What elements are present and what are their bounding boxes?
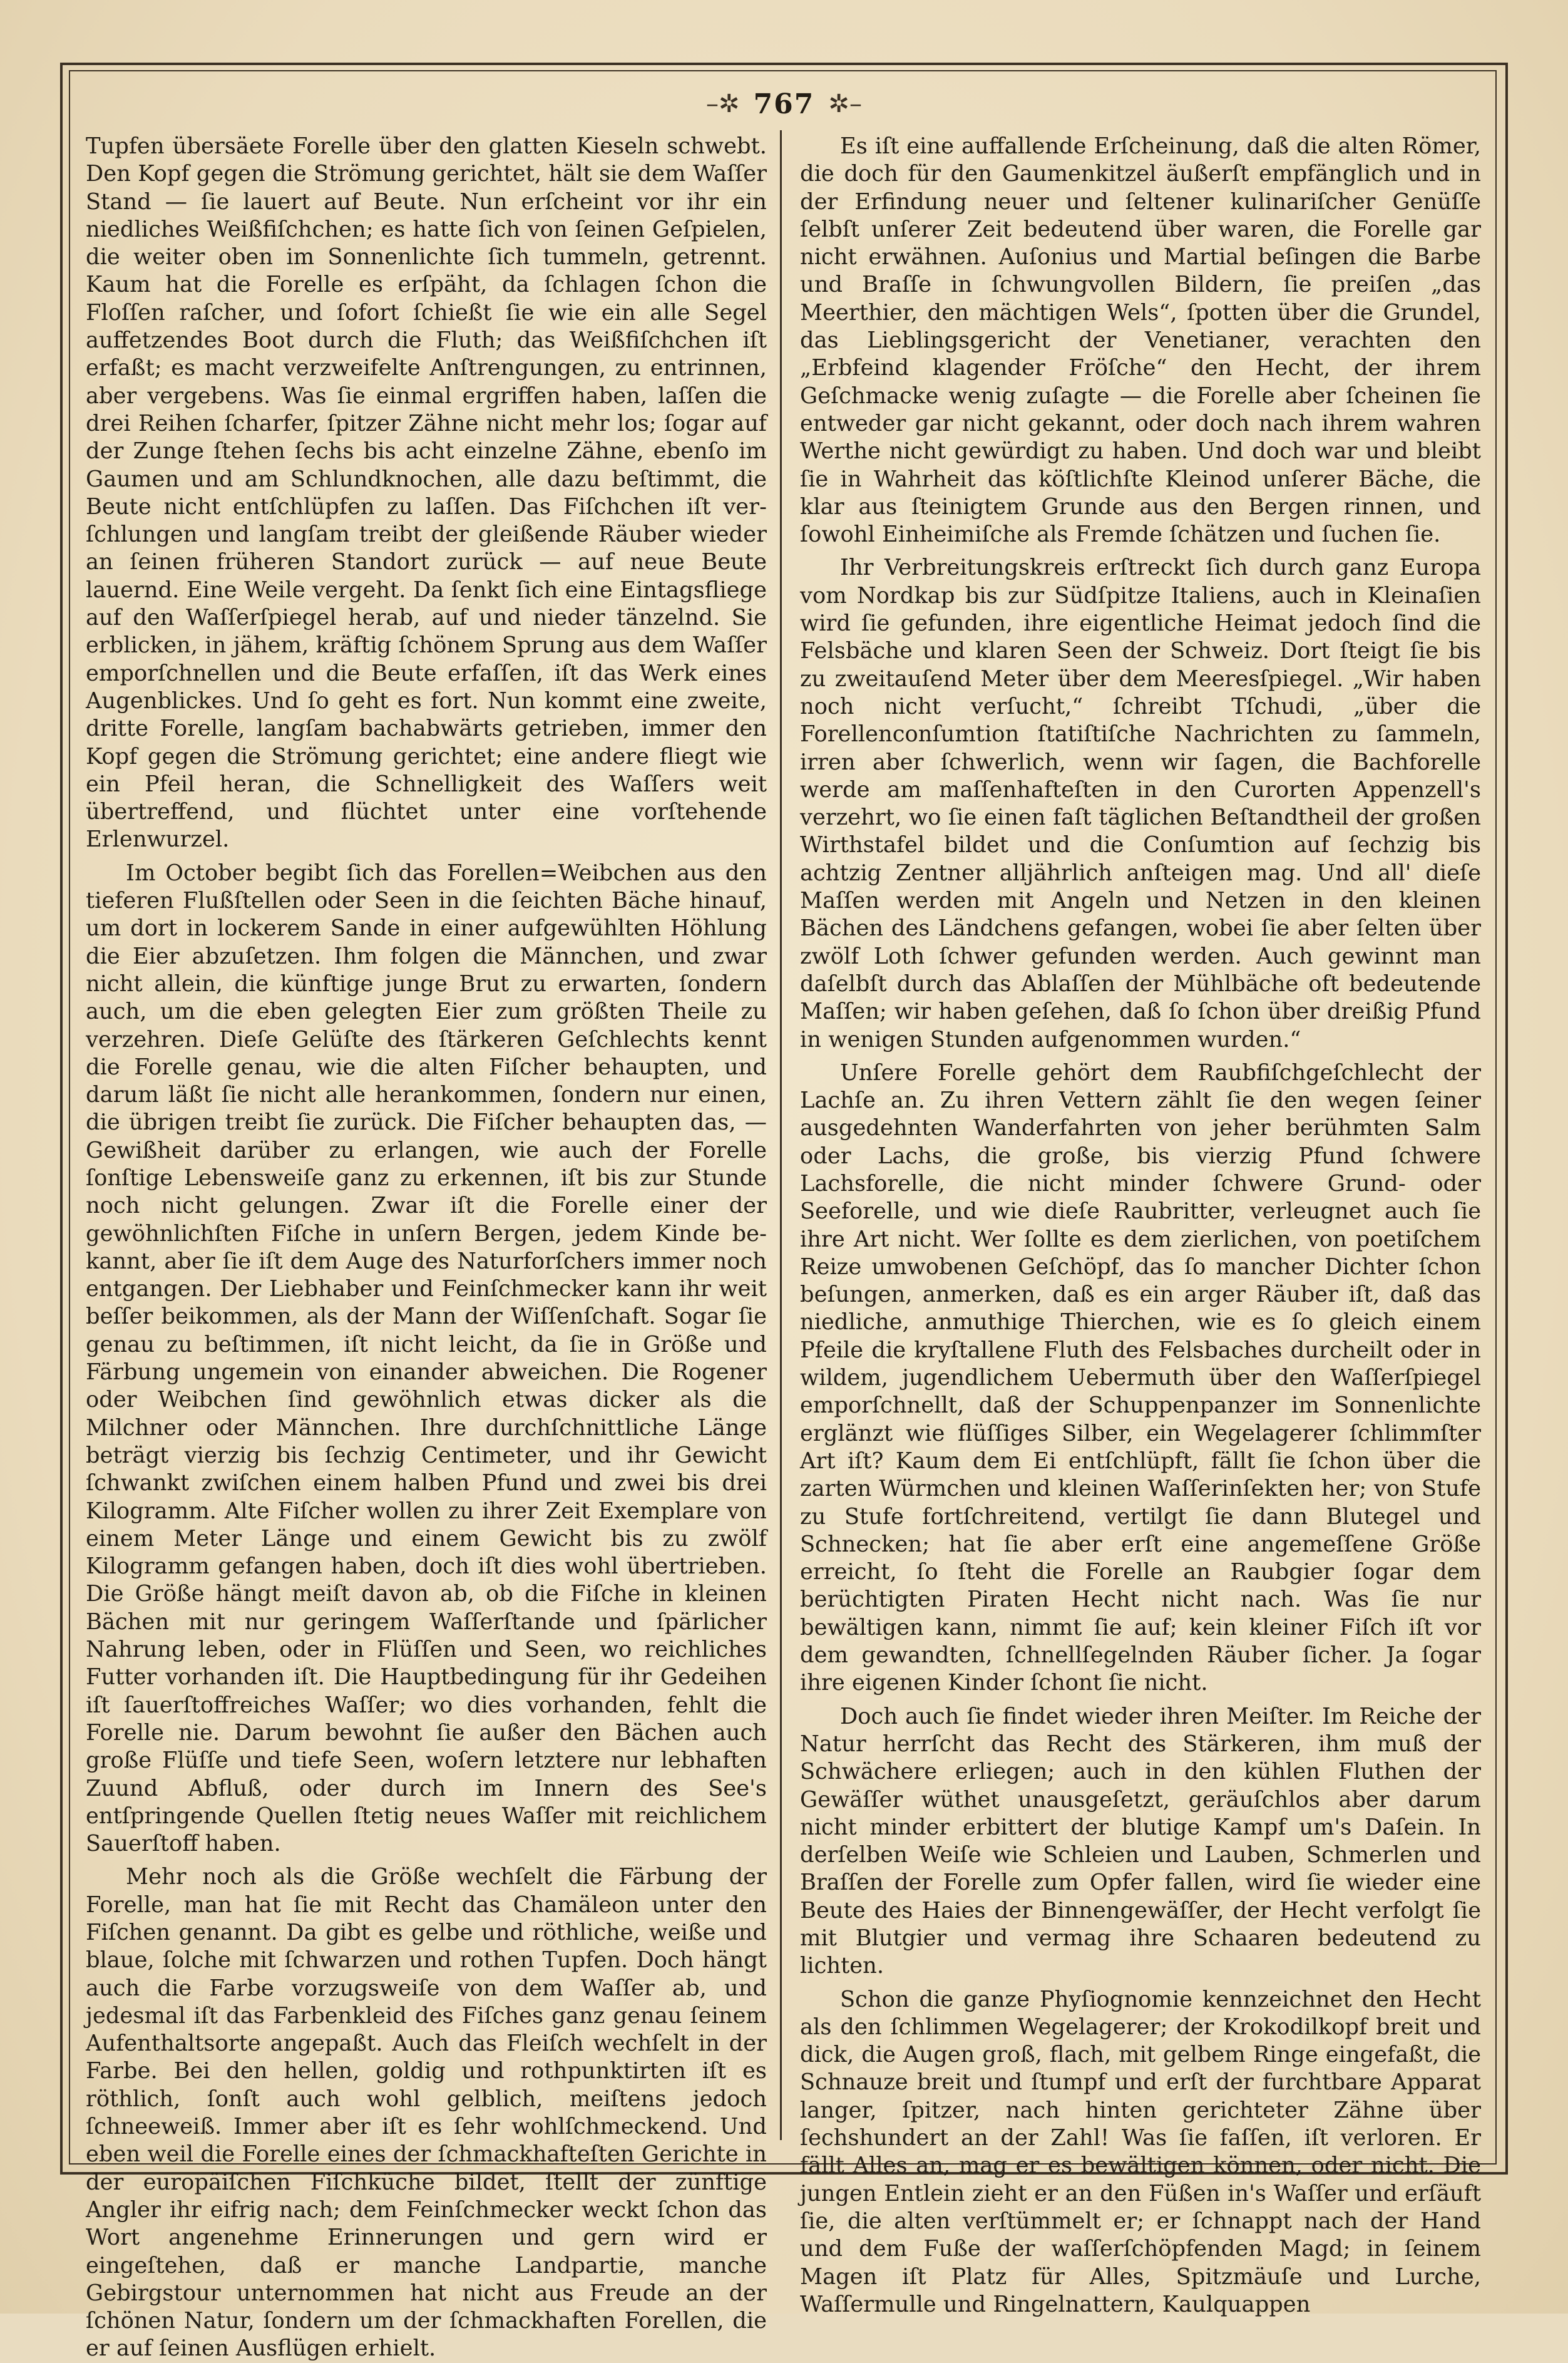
- paragraph: Ihr Verbreitungskreis erſtreckt ſich durch ganz Europa vom Nordkap bis zur Südſpitze Italiens, auch in Kleinaſien wird ſie gefunden, ihre eigentliche Heimat jedoch ſind die Felsbäche und klaren Seen der Schweiz. Dort ſteigt ſie bis zu zweitauſend Meter über dem Meeresſpiegel. „Wir haben noch nicht verſucht,“ ſchreibt Tſchudi, „über die Forellenconſumtion ſtatiſtiſche Nachrichten zu ſammeln, irren aber ſchwerlich, wenn wir ſagen, die Bachforelle werde am maſſenhafteſten in den Curorten Appenzell's verzehrt, wo ſie einen faſt täglichen Beſtandtheil der großen Wirthstafel bildet und die Conſumtion auf ſechzig bis achtzig Zentner alljährlich anſteigen mag. Und all' dieſe Maſſen werden mit Angeln und Netzen in den kleinen Bächen des Ländchens gefangen, wobei ſie aber ſelten über zwölf Loth ſchwer gefunden werden. Auch gewinnt man daſelbſt durch das Ablaſſen der Mühlbäche oft bedeutende Maſſen; wir haben geſehen, daß ſo ſchon über dreißig Pfund in wenigen Stunden aufgenommen wurden.“: [800, 555, 1481, 1053]
- page-header: [0, 85, 1568, 123]
- paragraph: Im October begibt ſich das Forellen=Weibchen aus den tieferen Flußſtellen oder Seen in die ſeichten Bäche hinauf, um dort in lockerem Sande in einer aufgewühlten Höhlung die Eier abzuſetzen. Ihm folgen die Männchen, und zwar nicht allein, die künftige junge Brut zu erwarten, ſondern auch, um die eben gelegten Eier zum größten Theile zu verzehren. Dieſe Gelüſte des ſtärkeren Geſchlechts kennt die Forelle genau, wie die alten Fiſcher behaupten, und darum läßt ſie nicht alle herankommen, ſondern nur einen, die übrigen treibt ſie zurück. Die Fiſcher behaupten das, — Gewißheit darüber zu erlangen, wie auch der Forelle ſonſtige Lebensweiſe ganz zu erkennen, iſt bis zur Stunde noch nicht gelungen. Zwar iſt die Forelle einer der gewöhnlichſten Fiſche in unſern Bergen, jedem Kinde bekannt, aber ſie iſt dem Auge des Naturforſchers immer noch entgangen. Der Liebhaber und Feinſchmecker kann ihr weit beſſer beikommen, als der Mann der Wiſſenſchaft. Sogar ſie genau zu beſtimmen, iſt nicht leicht, da ſie in Größe und Färbung ungemein von einander abweichen. Die Rogener oder Weibchen ſind gewöhnlich etwas dicker als die Milchner oder Männchen. Ihre durchſchnittliche Länge beträgt vierzig bis ſechzig Centimeter, und ihr Gewicht ſchwankt zwiſchen einem halben Pfund und zwei bis drei Kilogramm. Alte Fiſcher wollen zu ihrer Zeit Exemplare von einem Meter Länge und einem Gewicht bis zu zwölf Kilogramm gefangen haben, doch iſt dies wohl übertrieben. Die Größe hängt meiſt davon ab, ob die Fiſche in kleinen Bächen mit nur geringem Waſſerſtande und ſpärlicher Nahrung leben, oder in Flüſſen und Seen, wo reichliches Futter vorhanden iſt. Die Hauptbedingung für ihr Gedeihen iſt ſauerſtoffreiches Waſſer; wo dies vorhanden, fehlt die Forelle nie. Darum bewohnt ſie außer den Bächen auch große Flüſſe und tiefe Seen, woſern letztere nur lebhaften Zuund Abfluß, oder durch im Innern des See's entſpringende Quellen ſtetig neues Waſſer mit reichlichem Sauerſtoff haben.: [86, 860, 767, 1857]
- paragraph: Tupfen übersäete Forelle über den glatten Kieseln schwebt. Den Kopf gegen die Strömung gerichtet, hält sie dem Waſſer Stand — ſie lauert auf Beute. Nun erſcheint vor ihr ein niedliches Weißfiſchchen; es hatte ſich von ſeinen Geſpielen, die weiter oben im Sonnenlichte ſich tummeln, getrennt. Kaum hat die Forelle es erſpäht, da ſchlagen ſchon die Floſſen raſcher, und ſofort ſchießt ſie wie ein alle Segel auffetzendes Boot durch die Fluth; das Weißfiſchchen iſt erfaßt; es macht verzweifelte Anſtrengungen, zu entrinnen, aber vergebens. Was ſie einmal ergriffen haben, laſſen die drei Reihen ſcharfer, ſpitzer Zähne nicht mehr los; ſogar auf der Zunge ſtehen ſechs bis acht einzelne Zähne, ebenſo im Gaumen und am Schlundknochen, alle dazu beſtimmt, die Beute nicht entſchlüpfen zu laſſen. Das Fiſchchen iſt verſchlungen und langſam treibt der gleißende Räuber wieder an ſeinen früheren Standort zurück — auf neue Beute lauernd. Eine Weile vergeht. Da ſenkt ſich eine Eintagsfliege auf den Waſſerſpiegel herab, auf und nieder tänzelnd. Sie erblicken, in jähem, kräftig ſchönem Sprung aus dem Waſſer emporſchnellen und die Beute erfaſſen, iſt das Werk eines Augenblickes. Und ſo geht es fort. Nun kommt eine zweite, dritte Forelle, langſam bachabwärts getrieben, immer den Kopf gegen die Strömung gerichtet; eine andere fliegt wie ein Pfeil heran, die Schnelligkeit des Waſſers weit übertreffend, und flüchtet unter eine vorſtehende Erlenwurzel.: [86, 133, 767, 853]
- paragraph: Mehr noch als die Größe wechſelt die Färbung der Forelle, man hat ſie mit Recht das Chamäleon unter den Fiſchen genannt. Da gibt es gelbe und röthliche, weiße und blaue, ſolche mit ſchwarzen und rothen Tupfen. Doch hängt auch die Farbe vorzugsweiſe von dem Waſſer ab, und jedesmal iſt das Farbenkleid des Fiſches ganz genau ſeinem Aufenthaltsorte angepaßt. Auch das Fleiſch wechſelt in der Farbe. Bei den hellen, goldig und rothpunktirten iſt es röthlich, ſonſt auch wohl gelblich, meiſtens jedoch ſchneeweiß. Immer aber iſt es ſehr wohlſchmeckend. Und eben weil die Forelle eines der ſchmackhafteſten Gerichte in der europäiſchen Fiſchküche bildet, ſtellt der zünftige Angler ihr eifrig nach; dem Feinſchmecker weckt ſchon das Wort angenehme Erinnerungen und gern wird er eingeſtehen, daß er manche Landpartie, manche Gebirgstour unternommen hat nicht aus Freude an der ſchönen Natur, ſondern um der ſchmackhaften Forellen, die er auf ſeinen Ausflügen erhielt.: [86, 1864, 767, 2362]
- column-divider: [780, 130, 782, 2140]
- paragraph: Schon die ganze Phyſiognomie kennzeichnet den Hecht als den ſchlimmen Wegelagerer; der Krokodilkopf breit und dick, die Augen groß, flach, mit gelbem Ringe eingefaßt, die Schnauze breit und ſtumpf und erſt der furchtbare Apparat langer, ſpitzer, nach hinten gerichteter Zähne über ſechshundert an der Zahl! Was ſie faſſen, iſt verloren. Er fällt Alles an, mag er es bewältigen können, oder nicht. Die jungen Entlein zieht er an den Füßen in's Waſſer und erſäuft ſie, die alten verſtümmelt er; er ſchnappt nach der Hand und dem Fuße der waſſerſchöpfenden Magd; in ſeinem Magen iſt Platz für Alles, Spitzmäuſe und Lurche, Waſſermulle und Ringelnattern, Kaulquappen: [800, 1986, 1481, 2317]
- ornament-right-icon: ✲–: [828, 90, 862, 118]
- paragraph: Es iſt eine auffallende Erſcheinung, daß die alten Römer, die doch für den Gaumenkitzel äußerſt empfänglich und in der Erfindung neuer und ſeltener kulinariſcher Genüſſe ſelbſt unſerer Zeit bedeutend über waren, die Forelle gar nicht erwähnen. Auſonius und Martial beſingen die Barbe und Braſſe in ſchwungvollen Bildern, ſie preiſen „das Meerthier, den mächtigen Wels“, ſpotten über die Grundel, das Lieblingsgericht der Venetianer, verachten den „Erbfeind klagender Fröſche“ den Hecht, der ihrem Geſchmacke wenig zuſagte — die Forelle aber ſcheinen ſie entweder gar nicht gekannt, oder doch nach ihrem wahren Werthe nicht gewürdigt zu haben. Und doch war und bleibt ſie in Wahrheit das köſtlichſte Kleinod unſerer Bäche, die klar aus ſteinigtem Grunde aus den Bergen rinnen, und ſowohl Einheimiſche als Fremde ſchätzen und ſuchen ſie.: [800, 133, 1481, 548]
- left-column: [86, 133, 767, 2362]
- paragraph: Doch auch ſie findet wieder ihren Meiſter. Im Reiche der Natur herrſcht das Recht des Stärkeren, ihm muß der Schwächere erliegen; auch in den kühlen Fluthen der Gewäſſer wüthet unausgeſetzt, geräuſchlos aber darum nicht minder erbittert der blutige Kampf um's Daſein. In derſelben Weiſe wie Schleien und Lauben, Schmerlen und Braſſen der Forelle zum Opfer fallen, wird ſie wieder eine Beute des Haies der Binnengewäſſer, der Hecht verfolgt ſie mit Blutgier und vermag ihre Schaaren bedeutend zu lichten.: [800, 1703, 1481, 1979]
- right-column: [800, 133, 1481, 2317]
- page-number: 767: [753, 88, 815, 120]
- ornament-left-icon: –✲: [706, 90, 740, 118]
- paragraph: Unſere Forelle gehört dem Raubfiſchgeſchlecht der Lachſe an. Zu ihren Vettern zählt ſie den wegen ſeiner ausgedehnten Wanderfahrten von jeher berühmten Salm oder Lachs, die große, bis vierzig Pfund ſchwere Lachsforelle, die nicht minder ſchwere Grund- oder Seeforelle, und wie dieſe Raubritter, verleugnet auch ſie ihre Art nicht. Wer ſollte es dem zierlichen, von poetiſchem Reize umwobenen Geſchöpf, das ſo mancher Dichter ſchon beſungen, anmerken, daß es ein arger Räuber iſt, daß das niedliche, anmuthige Thierchen, wie es ſo gleich einem Pfeile die kryſtallene Fluth des Felsbaches durcheilt oder in wildem, jugendlichem Uebermuth über den Waſſerſpiegel emporſchnellt, daß der Schuppenpanzer im Sonnenlichte erglänzt wie flüſſiges Silber, ein Wegelagerer ſchlimmſter Art iſt? Kaum dem Ei entſchlüpft, fällt ſie ſchon über die zarten Würmchen und kleinen Waſſerinſekten her; von Stufe zu Stufe fortſchreitend, vertilgt ſie dann Blutegel und Schnecken; hat ſie aber erſt eine angemeſſene Größe erreicht, ſo ſteht die Forelle an Raubgier ſogar dem berüchtigten Piraten Hecht nicht nach. Was ſie nur bewältigen kann, nimmt ſie auf; kein kleiner Fiſch iſt vor dem gewandten, ſchnellſegelnden Räuber ſicher. Ja ſogar ihre eigenen Kinder ſchont ſie nicht.: [800, 1059, 1481, 1696]
